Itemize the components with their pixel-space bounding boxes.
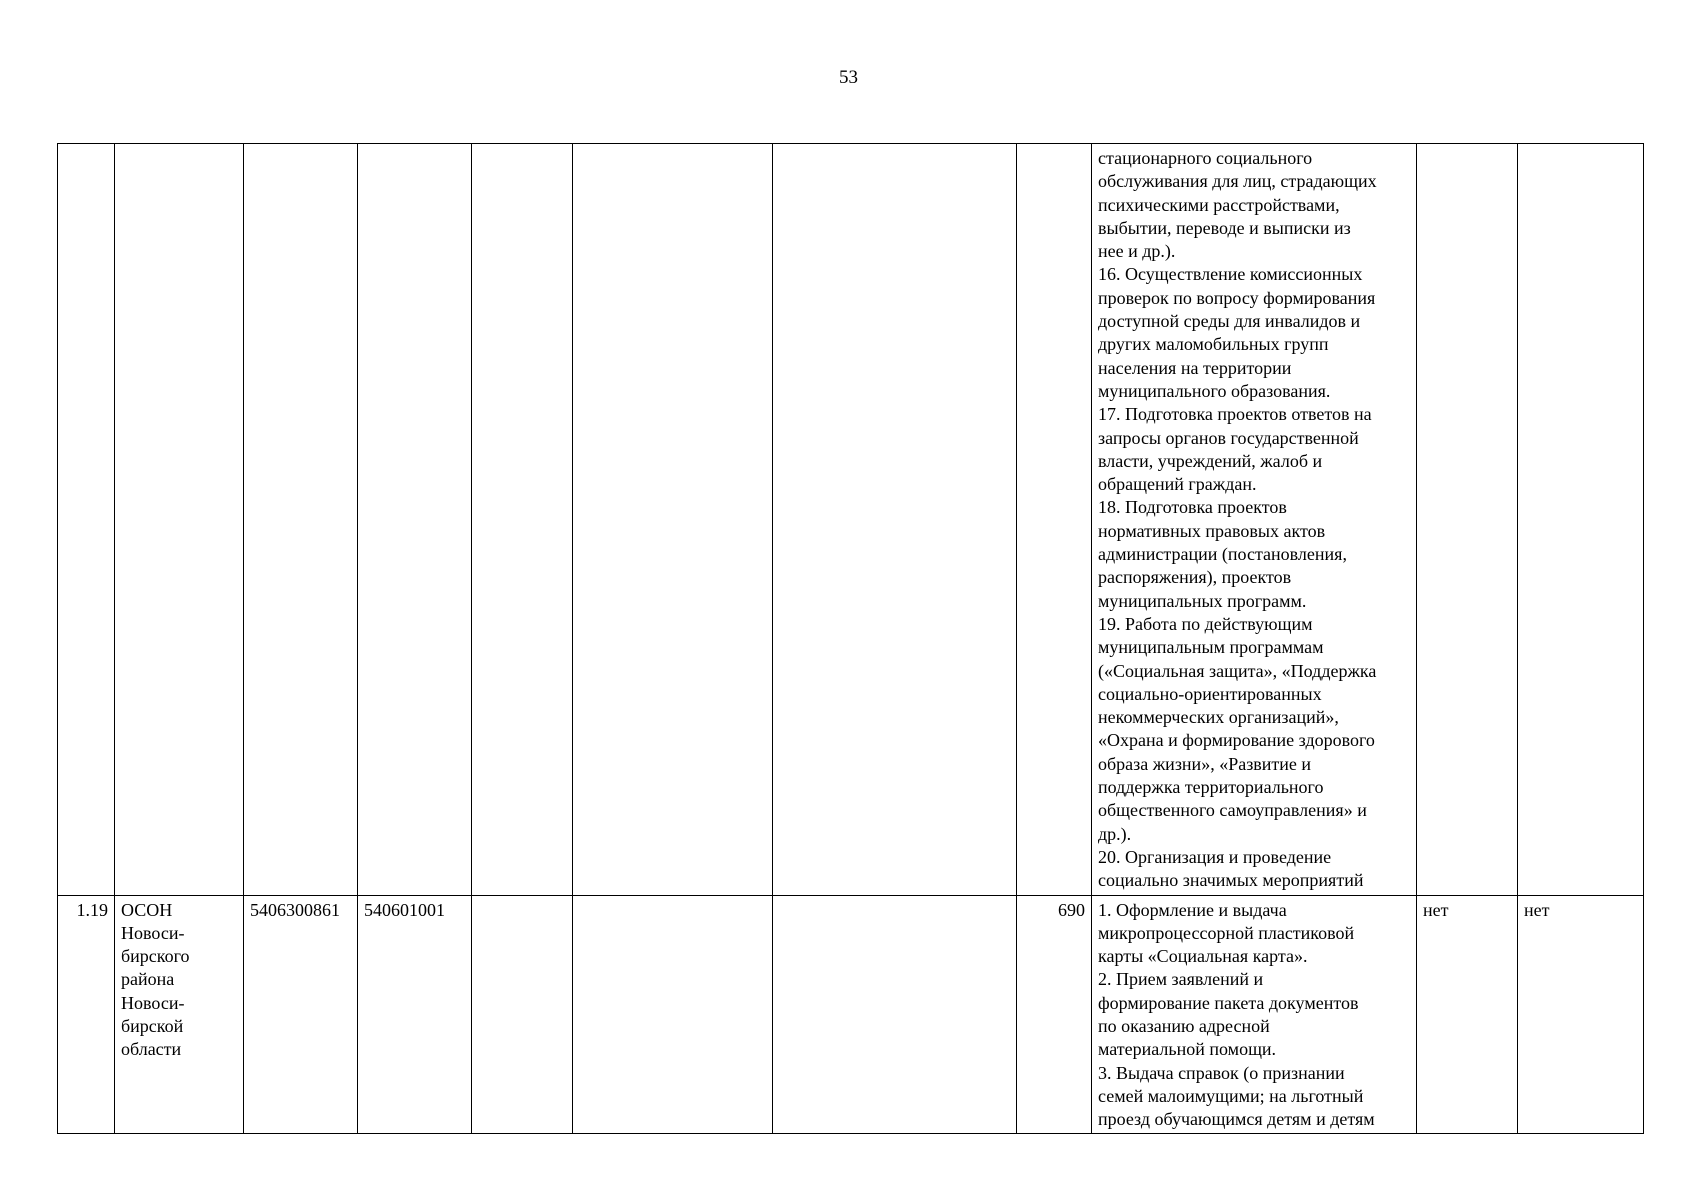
text-line: нее и др.). <box>1098 241 1176 262</box>
text-line: некоммерческих организаций», <box>1098 707 1339 728</box>
text-line: запросы органов государственной <box>1098 427 1359 448</box>
text-line: поддержка территориального <box>1098 777 1324 798</box>
text-line: микропроцессорной пластиковой <box>1098 922 1355 943</box>
cell-col10: нет <box>1417 895 1518 1134</box>
text-line: бирской <box>121 1015 184 1036</box>
text-line: области <box>121 1039 182 1060</box>
cell-col11: нет <box>1518 895 1644 1134</box>
text-line: 19. Работа по действующим <box>1098 613 1313 634</box>
cell-org <box>115 895 244 1134</box>
text-line: 16. Осуществление комиссионных <box>1098 264 1363 285</box>
text-line: 2. Прием заявлений и <box>1098 969 1264 990</box>
text-line: выбытии, переводе и выписки из <box>1098 217 1351 238</box>
text-line: материальной помощи. <box>1098 1039 1277 1060</box>
table-row <box>58 144 1644 896</box>
cell-count <box>1017 144 1092 896</box>
cell-num: 1.19 <box>58 895 115 1134</box>
page-number: 53 <box>839 67 858 88</box>
text-line: администрации (постановления, <box>1098 544 1347 565</box>
cell-col5 <box>472 144 573 896</box>
text-line: психическими расстройствами, <box>1098 194 1340 215</box>
text-line: 1. Оформление и выдача <box>1098 899 1287 920</box>
cell-count: 690 <box>1017 895 1092 1134</box>
text-line: 20. Организация и проведение <box>1098 846 1332 867</box>
text-line: власти, учреждений, жалоб и <box>1098 450 1323 471</box>
text-line: по оказанию адресной <box>1098 1015 1270 1036</box>
table-row <box>58 895 1644 1134</box>
text-line: карты «Социальная карта». <box>1098 946 1308 967</box>
text-line: др.). <box>1098 823 1132 844</box>
text-line: Новоси- <box>121 992 185 1013</box>
text-line: семей малоимущими; на льготный <box>1098 1085 1364 1106</box>
text-line: района <box>121 969 175 990</box>
text-line: бирского <box>121 946 190 967</box>
text-line: 3. Выдача справок (о признании <box>1098 1062 1345 1083</box>
text-line: муниципальных программ. <box>1098 590 1307 611</box>
text-line: муниципального образования. <box>1098 380 1331 401</box>
text-line: социально-ориентированных <box>1098 683 1322 704</box>
text-line: обслуживания для лиц, страдающих <box>1098 171 1377 192</box>
cell-functions <box>1092 895 1417 1134</box>
text-line: ОСОН <box>121 899 173 920</box>
cell-kpp <box>358 144 472 896</box>
text-line: «Охрана и формирование здорового <box>1098 730 1375 751</box>
cell-inn: 5406300861 <box>244 895 358 1134</box>
cell-org <box>115 144 244 896</box>
cell-col6 <box>573 895 773 1134</box>
cell-kpp: 540601001 <box>358 895 472 1134</box>
cell-col10 <box>1417 144 1518 896</box>
text-line: обращений граждан. <box>1098 474 1257 495</box>
text-line: 17. Подготовка проектов ответов на <box>1098 404 1372 425</box>
text-line: социально значимых мероприятий <box>1098 870 1364 891</box>
text-line: других маломобильных групп <box>1098 334 1329 355</box>
cell-num <box>58 144 115 896</box>
text-line: Новоси- <box>121 922 185 943</box>
data-table <box>57 143 1644 1134</box>
text-line: общественного самоуправления» и <box>1098 800 1367 821</box>
cell-col11 <box>1518 144 1644 896</box>
cell-inn <box>244 144 358 896</box>
text-line: муниципальным программам <box>1098 637 1324 658</box>
text-line: формирование пакета документов <box>1098 992 1359 1013</box>
cell-col6 <box>573 144 773 896</box>
cell-col7 <box>773 144 1017 896</box>
text-line: доступной среды для инвалидов и <box>1098 311 1361 332</box>
cell-col5 <box>472 895 573 1134</box>
text-line: стационарного социального <box>1098 148 1313 168</box>
cell-col7 <box>773 895 1017 1134</box>
text-line: населения на территории <box>1098 357 1292 378</box>
text-line: («Социальная защита», «Поддержка <box>1098 660 1377 681</box>
text-line: нормативных правовых актов <box>1098 520 1326 541</box>
text-line: образа жизни», «Развитие и <box>1098 753 1312 774</box>
text-line: 18. Подготовка проектов <box>1098 497 1287 518</box>
cell-functions <box>1092 144 1417 896</box>
text-line: распоряжения), проектов <box>1098 567 1292 588</box>
text-line: проверок по вопросу формирования <box>1098 287 1376 308</box>
text-line: проезд обучающимся детям и детям <box>1098 1109 1375 1130</box>
